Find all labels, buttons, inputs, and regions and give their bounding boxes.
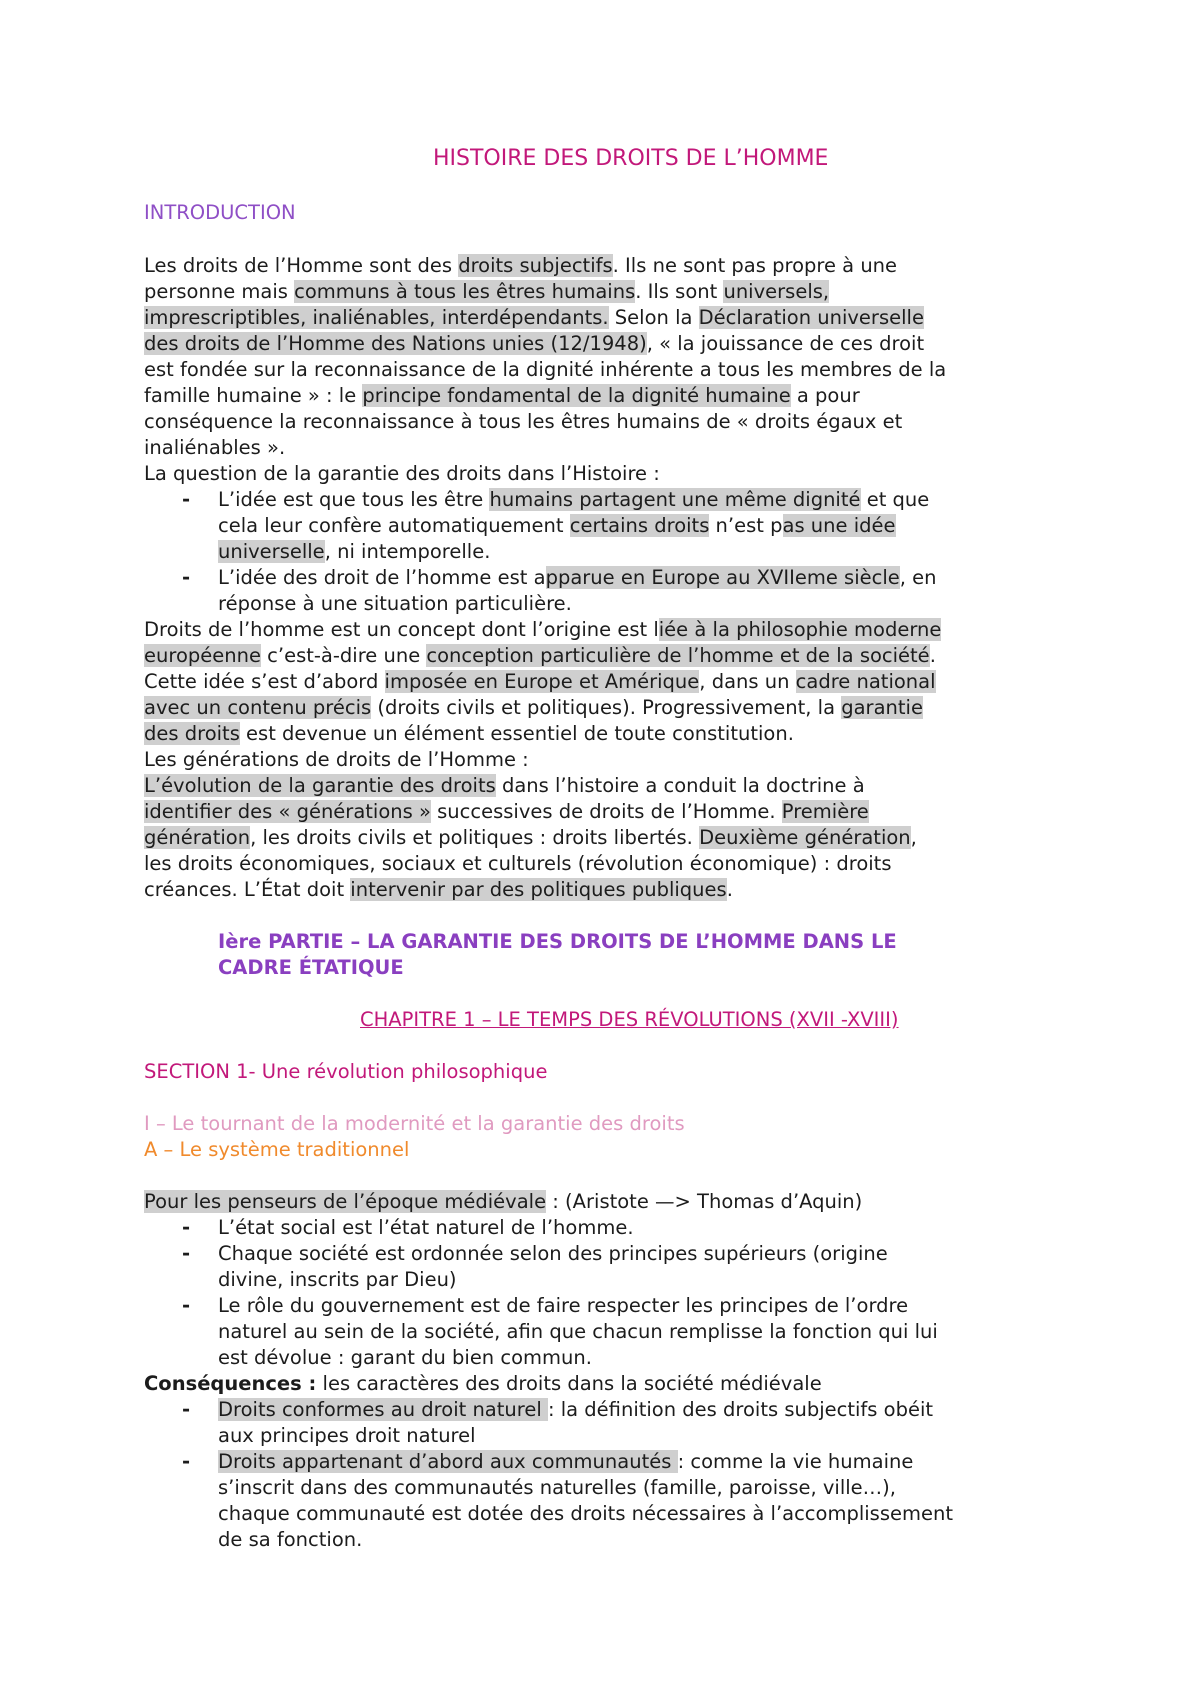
highlight: L’évolution de la garantie des droits	[144, 774, 496, 797]
section-heading: SECTION 1- Une révolution philosophique	[144, 1060, 548, 1083]
paragraph-line: personne mais communs à tous les êtres humains. Ils sont universels,	[144, 280, 830, 303]
highlight: Droits conformes au droit naturel	[218, 1398, 548, 1421]
highlight: droits subjectifs	[458, 254, 613, 277]
bullet-line: est dévolue : garant du bien commun.	[218, 1346, 592, 1369]
paragraph-line: Conséquences : les caractères des droits dans la société médiévale	[144, 1372, 822, 1395]
paragraph-line: créances. L’État doit intervenir par des politiques publiques.	[144, 878, 733, 901]
paragraph-line: des droits est devenue un élément essentiel de toute constitution.	[144, 722, 794, 745]
bullet-line: Droits conformes au droit naturel : la définition des droits subjectifs obéit	[218, 1398, 934, 1421]
paragraph-line: Cette idée s’est d’abord imposée en Europe et Amérique, dans un cadre national	[144, 670, 936, 693]
highlight: Droits appartenant d’abord aux communautés	[218, 1450, 678, 1473]
highlight: garantie	[841, 696, 923, 719]
bullet-dash: -	[182, 1398, 191, 1421]
bullet-line: de sa fonction.	[218, 1528, 363, 1551]
paragraph-line: famille humaine » : le principe fondamental de la dignité humaine a pour	[144, 384, 860, 407]
bullet-line: Le rôle du gouvernement est de faire respecter les principes de l’ordre	[218, 1294, 909, 1317]
bullet-dash: -	[182, 1242, 191, 1265]
highlight: Première	[781, 800, 869, 823]
part-heading: Ière PARTIE – LA GARANTIE DES DROITS DE L’HOMME DANS LE	[218, 930, 897, 953]
highlight: cadre national	[795, 670, 936, 693]
paragraph-line: Les générations de droits de l’Homme :	[144, 748, 529, 771]
paragraph-line: L’évolution de la garantie des droits dans l’histoire a conduit la doctrine à	[144, 774, 865, 797]
paragraph-line: génération, les droits civils et politiques : droits libertés. Deuxième génération,	[144, 826, 917, 849]
highlight: européenne	[144, 644, 261, 667]
highlight: as une idée	[782, 514, 896, 537]
highlight: Pour les penseurs de l’époque médiévale	[144, 1190, 547, 1213]
bullet-dash: -	[182, 1216, 191, 1239]
paragraph-line: Pour les penseurs de l’époque médiévale : (Aristote —> Thomas d’Aquin)	[144, 1190, 863, 1213]
subsection-heading-A: A – Le système traditionnel	[144, 1138, 410, 1161]
highlight: imprescriptibles, inaliénables, interdépendants.	[144, 306, 609, 329]
bullet-dash: -	[182, 1294, 191, 1317]
highlight: pparue en Europe au XVIIeme siècle	[545, 566, 900, 589]
paragraph-line: imprescriptibles, inaliénables, interdépendants. Selon la Déclaration universelle	[144, 306, 924, 329]
highlight: communs à tous les êtres humains	[294, 280, 636, 303]
chapter-heading: CHAPITRE 1 – LE TEMPS DES RÉVOLUTIONS (XVII -XVIII)	[360, 1008, 899, 1031]
subsection-heading-I: I – Le tournant de la modernité et la garantie des droits	[144, 1112, 685, 1135]
bullet-dash: -	[182, 1450, 191, 1473]
highlight: identifier des « générations »	[144, 800, 431, 823]
paragraph-line: européenne c’est-à-dire une conception particulière de l’homme et de la société.	[144, 644, 936, 667]
bullet-line: L’état social est l’état naturel de l’homme.	[218, 1216, 634, 1239]
bullet-line: divine, inscrits par Dieu)	[218, 1268, 457, 1291]
highlight: avec un contenu précis	[144, 696, 372, 719]
highlight: principe fondamental de la dignité humaine	[362, 384, 791, 407]
bullet-line: réponse à une situation particulière.	[218, 592, 572, 615]
highlight: universelle	[218, 540, 325, 563]
part-heading-line2: CADRE ÉTATIQUE	[218, 956, 404, 979]
paragraph-line: conséquence la reconnaissance à tous les êtres humains de « droits égaux et	[144, 410, 903, 433]
bullet-line: L’idée des droit de l’homme est apparue en Europe au XVIIeme siècle, en	[218, 566, 937, 589]
paragraph-line: Droits de l’homme est un concept dont l’origine est liée à la philosophie moderne	[144, 618, 942, 641]
highlight: conception particulière de l’homme et de la société	[426, 644, 930, 667]
bullet-line: chaque communauté est dotée des droits nécessaires à l’accomplissement	[218, 1502, 953, 1525]
highlight: iée à la philosophie moderne	[658, 618, 942, 641]
bullet-dash: -	[182, 488, 191, 511]
highlight: intervenir par des politiques publiques	[350, 878, 727, 901]
highlight: des droits de l’Homme des Nations unies (12/1948)	[144, 332, 647, 355]
highlight: universels,	[723, 280, 830, 303]
bullet-line: naturel au sein de la société, afin que chacun remplisse la fonction qui lui	[218, 1320, 938, 1343]
highlight: génération	[144, 826, 251, 849]
highlight: Deuxième génération	[699, 826, 911, 849]
paragraph-line: La question de la garantie des droits dans l’Histoire :	[144, 462, 660, 485]
highlight: Déclaration universelle	[698, 306, 924, 329]
paragraph-line: est fondée sur la reconnaissance de la dignité inhérente a tous les membres de la	[144, 358, 947, 381]
paragraph-line: inaliénables ».	[144, 436, 286, 459]
highlight: des droits	[144, 722, 240, 745]
consequences-label: Conséquences :	[144, 1372, 317, 1395]
highlight: humains partagent une même dignité	[489, 488, 861, 511]
paragraph-line: Les droits de l’Homme sont des droits subjectifs. Ils ne sont pas propre à une	[144, 254, 898, 277]
bullet-dash: -	[182, 566, 191, 589]
paragraph-line: identifier des « générations » successives de droits de l’Homme. Première	[144, 800, 869, 823]
bullet-line: universelle, ni intemporelle.	[218, 540, 491, 563]
bullet-line: Droits appartenant d’abord aux communautés : comme la vie humaine	[218, 1450, 914, 1473]
bullet-line: aux principes droit naturel	[218, 1424, 476, 1447]
bullet-line: Chaque société est ordonnée selon des principes supérieurs (origine	[218, 1242, 888, 1265]
paragraph-line: les droits économiques, sociaux et culturels (révolution économique) : droits	[144, 852, 892, 875]
introduction-heading: INTRODUCTION	[144, 201, 296, 224]
paragraph-line: des droits de l’Homme des Nations unies (12/1948), « la jouissance de ces droit	[144, 332, 925, 355]
bullet-line: s’inscrit dans des communautés naturelles (famille, paroisse, ville…),	[218, 1476, 896, 1499]
bullet-line: cela leur confère automatiquement certains droits n’est pas une idée	[218, 514, 896, 537]
highlight: certains droits	[569, 514, 710, 537]
highlight: imposée en Europe et Amérique	[384, 670, 700, 693]
document-title: HISTOIRE DES DROITS DE L’HOMME	[433, 146, 829, 171]
bullet-line: L’idée est que tous les être humains partagent une même dignité et que	[218, 488, 930, 511]
paragraph-line: avec un contenu précis (droits civils et politiques). Progressivement, la garantie	[144, 696, 923, 719]
